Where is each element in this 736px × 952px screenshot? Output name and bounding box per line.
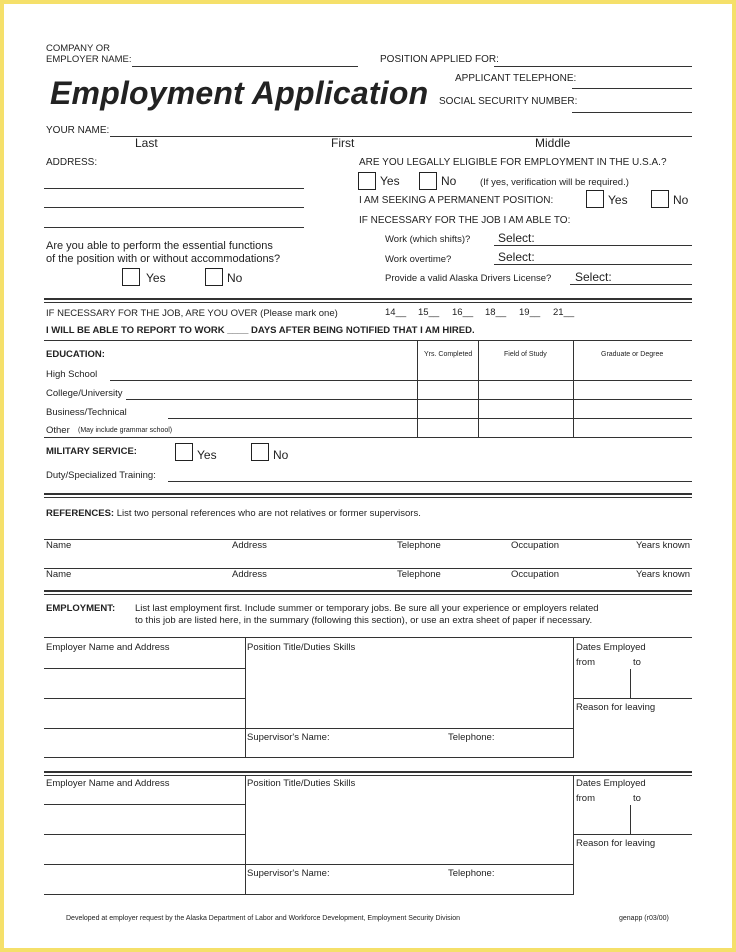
- employer-2-top-thick: [44, 771, 692, 773]
- employer-1-telephone-label: Telephone:: [448, 732, 495, 743]
- military-no-label: No: [273, 448, 289, 462]
- employer-1-position-label: Position Title/Duties Skills: [247, 642, 356, 653]
- ref1-col-address: Address: [232, 540, 267, 551]
- duty-label: Duty/Specialized Training:: [46, 470, 156, 481]
- employer-2-addr-line-2[interactable]: [44, 834, 245, 835]
- employer-1-divider-a: [245, 637, 246, 757]
- references-heading: [46, 508, 421, 519]
- employer-1-addr-line-1[interactable]: [44, 668, 245, 669]
- references-divider-thin: [44, 594, 692, 595]
- college-line[interactable]: [126, 399, 692, 400]
- employer-1-date-split: [630, 669, 631, 699]
- page-title: Employment Application: [50, 75, 429, 111]
- employer-2-reason-label: Reason for leaving: [576, 838, 656, 849]
- military-divider-thin: [44, 497, 692, 498]
- name-label: YOUR NAME:: [46, 125, 110, 136]
- duty-line[interactable]: [168, 481, 692, 482]
- eligibility-question: ARE YOU LEGALLY ELIGIBLE FOR EMPLOYMENT IN THE U.S.A.?: [359, 157, 667, 168]
- employer-1-label: Employer Name and Address: [46, 642, 170, 653]
- education-col-divider-2: [478, 341, 479, 438]
- ssn-line[interactable]: [572, 112, 692, 113]
- name-middle-label: Middle: [535, 136, 571, 150]
- functions-no-label: No: [227, 271, 243, 285]
- references-label: REFERENCES:: [46, 508, 115, 519]
- employment-label: EMPLOYMENT:: [46, 603, 116, 614]
- employer-2-addr-line-1[interactable]: [44, 804, 245, 805]
- employer-1-to-label: to: [633, 657, 641, 668]
- military-label: MILITARY SERVICE:: [46, 446, 137, 457]
- section-divider-thin: [44, 302, 692, 303]
- employment-desc-2: to this job are listed here, in the summary (following this section), or use an extra sheet of paper if necessary.: [135, 615, 593, 626]
- ref1-col-years: Years known: [636, 540, 691, 551]
- age-option-16[interactable]: 16__: [452, 307, 474, 318]
- permanent-yes-checkbox[interactable]: [586, 190, 604, 208]
- address-line-2[interactable]: [44, 207, 304, 208]
- license-select[interactable]: Select:: [575, 270, 612, 284]
- military-no-checkbox[interactable]: [251, 443, 269, 461]
- employer-1-dates-label: Dates Employed: [576, 642, 646, 653]
- ssn-label: SOCIAL SECURITY NUMBER:: [439, 96, 578, 107]
- ref2-col-name: Name: [46, 569, 72, 580]
- functions-yes-checkbox[interactable]: [122, 268, 140, 286]
- ref1-col-occupation: Occupation: [511, 540, 560, 551]
- company-name-line[interactable]: [132, 66, 358, 67]
- shifts-select[interactable]: Select:: [498, 231, 535, 245]
- high-school-line[interactable]: [110, 380, 692, 381]
- education-col-years: Yrs. Completed: [424, 351, 473, 358]
- military-yes-label: Yes: [197, 448, 217, 462]
- address-line-1[interactable]: [44, 188, 304, 189]
- military-divider: [44, 493, 692, 495]
- functions-no-checkbox[interactable]: [205, 268, 223, 286]
- employer-1-dates-bottom: [574, 698, 692, 699]
- education-row-college: College/University: [46, 388, 123, 399]
- education-label: EDUCATION:: [46, 349, 105, 360]
- footer-credit: Developed at employer request by the Alaska Department of Labor and Workforce Development, Employment Security Division: [66, 915, 461, 922]
- name-first-label: First: [331, 136, 355, 150]
- permanent-label: I AM SEEKING A PERMANENT POSITION:: [359, 195, 554, 206]
- permanent-no-label: No: [673, 193, 689, 207]
- education-row-other: Other: [46, 425, 70, 436]
- age-option-19[interactable]: 19__: [519, 307, 541, 318]
- employer-2-bottom: [44, 894, 574, 895]
- address-label: ADDRESS:: [46, 157, 98, 168]
- employer-1-addr-line-3[interactable]: [44, 728, 574, 729]
- permanent-yes-label: Yes: [608, 193, 628, 207]
- telephone-line[interactable]: [572, 88, 692, 89]
- employer-1-divider-b: [573, 637, 574, 757]
- employer-2-position-label: Position Title/Duties Skills: [247, 778, 356, 789]
- functions-line-1: Are you able to perform the essential functions: [46, 240, 273, 252]
- company-label-1: COMPANY OR: [46, 43, 111, 54]
- education-row-business: Business/Technical: [46, 407, 127, 418]
- report-pre: I WILL BE ABLE TO REPORT TO WORK: [46, 325, 225, 336]
- business-line[interactable]: [168, 418, 692, 419]
- education-col-divider-3: [573, 341, 574, 438]
- ref2-col-address: Address: [232, 569, 267, 580]
- shifts-label: Work (which shifts)?: [385, 234, 471, 245]
- application-page: [4, 4, 732, 948]
- reference-1-line[interactable]: [44, 539, 692, 540]
- employer-2-supervisor-label: Supervisor's Name:: [247, 868, 330, 879]
- age-label: IF NECESSARY FOR THE JOB, ARE YOU OVER (Please mark one): [46, 308, 338, 319]
- employer-1-reason-label: Reason for leaving: [576, 702, 656, 713]
- ref1-col-telephone: Telephone: [397, 540, 441, 551]
- age-option-21[interactable]: 21__: [553, 307, 575, 318]
- employer-2-top: [44, 775, 692, 776]
- report-days-blank[interactable]: ____: [227, 325, 249, 336]
- education-col-degree: Graduate or Degree: [601, 351, 664, 358]
- employer-2-label: Employer Name and Address: [46, 778, 170, 789]
- employer-2-divider-a: [245, 775, 246, 894]
- age-option-18[interactable]: 18__: [485, 307, 507, 318]
- footer-form-id: genapp (r03/00): [619, 915, 669, 922]
- other-line[interactable]: [44, 437, 692, 438]
- ref1-col-name: Name: [46, 540, 72, 551]
- age-option-14[interactable]: 14__: [385, 307, 407, 318]
- overtime-line: [494, 264, 692, 265]
- report-statement: [46, 325, 475, 336]
- education-col-divider-1: [417, 341, 418, 438]
- eligible-yes-label: Yes: [380, 174, 400, 188]
- employer-2-date-split: [630, 805, 631, 835]
- employer-1-addr-line-2[interactable]: [44, 698, 245, 699]
- address-line-3[interactable]: [44, 227, 304, 228]
- employer-1-top: [44, 637, 692, 638]
- employer-2-dates-bottom: [574, 834, 692, 835]
- employer-2-from-label: from: [576, 793, 595, 804]
- ref2-col-occupation: Occupation: [511, 569, 560, 580]
- license-line: [570, 284, 692, 285]
- employer-1-bottom: [44, 757, 574, 758]
- age-option-15[interactable]: 15__: [418, 307, 440, 318]
- telephone-label: APPLICANT TELEPHONE:: [455, 73, 577, 84]
- education-other-note: (May include grammar school): [78, 427, 173, 434]
- license-label: Provide a valid Alaska Drivers License?: [385, 273, 552, 284]
- ref2-col-telephone: Telephone: [397, 569, 441, 580]
- eligible-yes-checkbox[interactable]: [358, 172, 376, 190]
- eligibility-note: (If yes, verification will be required.): [480, 177, 629, 188]
- employer-2-addr-line-3[interactable]: [44, 864, 574, 865]
- report-divider: [44, 340, 692, 341]
- name-line[interactable]: [110, 136, 692, 137]
- employer-2-to-label: to: [633, 793, 641, 804]
- education-col-field: Field of Study: [504, 351, 547, 358]
- employment-desc-1: List last employment first. Include summer or temporary jobs. Be sure all your experience or employers related: [135, 603, 599, 614]
- military-yes-checkbox[interactable]: [175, 443, 193, 461]
- education-row-high-school: High School: [46, 369, 98, 380]
- reference-2-line[interactable]: [44, 568, 692, 569]
- employer-2-telephone-label: Telephone:: [448, 868, 495, 879]
- shifts-line: [494, 245, 692, 246]
- company-label-2: EMPLOYER NAME:: [46, 54, 132, 65]
- eligible-no-checkbox[interactable]: [419, 172, 437, 190]
- position-line[interactable]: [494, 66, 692, 67]
- name-last-label: Last: [135, 136, 158, 150]
- employer-1-supervisor-label: Supervisor's Name:: [247, 732, 330, 743]
- overtime-label: Work overtime?: [385, 254, 452, 265]
- position-label: POSITION APPLIED FOR:: [380, 54, 499, 65]
- employer-2-dates-label: Dates Employed: [576, 778, 646, 789]
- able-to-label: IF NECESSARY FOR THE JOB I AM ABLE TO:: [359, 215, 571, 226]
- permanent-no-checkbox[interactable]: [651, 190, 669, 208]
- eligible-no-label: No: [441, 174, 457, 188]
- references-divider: [44, 590, 692, 592]
- functions-yes-label: Yes: [146, 271, 166, 285]
- employer-1-from-label: from: [576, 657, 595, 668]
- references-desc: List two personal references who are not relatives or former supervisors.: [116, 508, 421, 519]
- ref2-col-years: Years known: [636, 569, 691, 580]
- section-divider: [44, 298, 692, 300]
- overtime-select[interactable]: Select:: [498, 250, 535, 264]
- functions-line-2: of the position with or without accommodations?: [46, 253, 281, 265]
- report-post: DAYS AFTER BEING NOTIFIED THAT I AM HIRED.: [251, 325, 475, 336]
